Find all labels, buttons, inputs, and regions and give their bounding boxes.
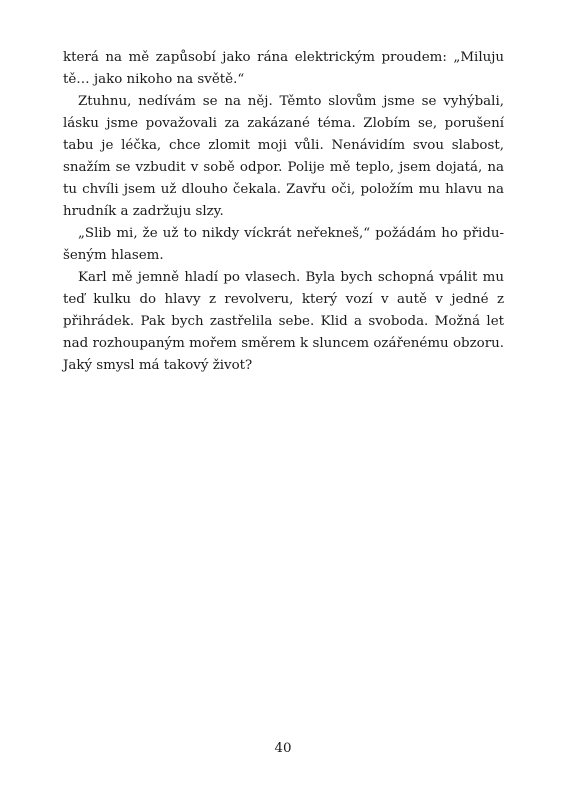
paragraph-4: Karl mě jemně hladí po vlasech. Byla bych schopná vpálit mu teď kulku do hlavy z revolveru, který vozí v autě v jedné z přihrádek. Pak bych zastřelila sebe. Klid a svoboda. Možná let nad rozhoupaným mořem směrem k sluncem ozářenému obzoru. Jaký smysl má takový život? xyxy=(63,270,504,373)
body-text xyxy=(63,47,504,377)
paragraph-1: která na mě zapůsobí jako rána elektrickým proudem: „Miluju tě… jako nikoho na světě.“ xyxy=(63,50,504,87)
page-number: 40 xyxy=(274,741,292,756)
paragraph-2: Ztuhnu, nedívám se na něj. Těmto slovům jsme se vyhýbali, lásku jsme považovali za zakázané téma. Zlobím se, porušení tabu je léčka, chce zlomit moji vůli. Nenávidím svou slabost, snažím se vzbudit v sobě odpor. Polije mě teplo, jsem dojatá, na tu chvíli jsem už dlouho čekala. Zavřu oči, položím mu hlavu na hrudník a zadržuju slzy. xyxy=(63,94,504,219)
paragraph-3: „Slib mi, že už to nikdy víckrát neřekneš,“ požádám ho přidušeným hlasem. xyxy=(63,226,504,263)
